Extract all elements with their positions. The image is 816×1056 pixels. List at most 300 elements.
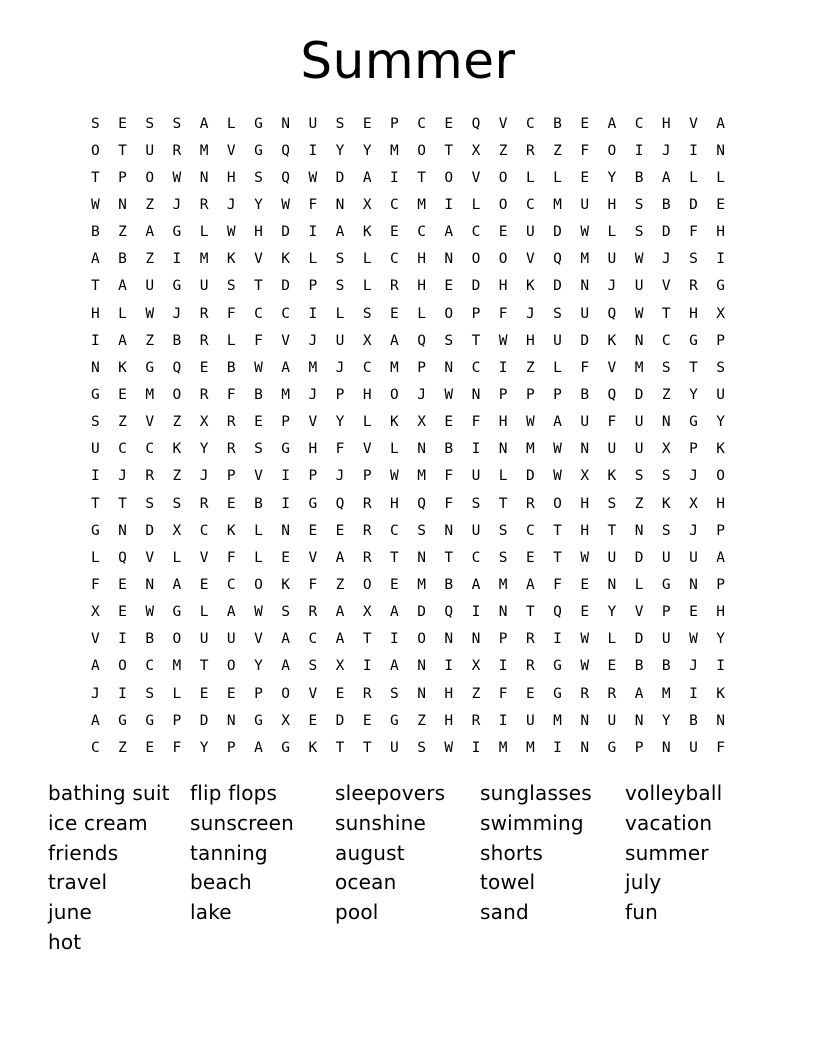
grid-letter: S bbox=[634, 468, 644, 485]
grid-letter: I bbox=[471, 441, 481, 458]
grid-letter: N bbox=[417, 685, 426, 702]
grid-letter: G bbox=[118, 712, 127, 729]
grid-letter: I bbox=[172, 251, 182, 268]
grid-letter: K bbox=[661, 495, 671, 512]
grid-letter: E bbox=[254, 414, 263, 431]
grid-letter: A bbox=[362, 169, 372, 186]
grid-letter: P bbox=[716, 332, 726, 349]
grid-letter: O bbox=[444, 305, 454, 322]
grid-letter: Y bbox=[607, 169, 617, 186]
grid-letter: Z bbox=[118, 739, 127, 756]
grid-letter: L bbox=[199, 224, 209, 241]
grid-letter: H bbox=[689, 305, 698, 322]
grid-letter: X bbox=[471, 658, 481, 675]
grid-letter: G bbox=[254, 712, 263, 729]
word-list-item: volleyball bbox=[625, 781, 723, 805]
grid-letter: L bbox=[199, 604, 209, 621]
grid-letter: N bbox=[661, 739, 671, 756]
grid-letter: E bbox=[498, 224, 508, 241]
grid-letter: K bbox=[281, 251, 291, 268]
grid-letter: B bbox=[444, 576, 454, 593]
grid-letter: T bbox=[118, 142, 127, 159]
grid-letter: R bbox=[525, 658, 535, 675]
grid-letter: Q bbox=[471, 115, 481, 132]
grid-letter: O bbox=[417, 142, 426, 159]
grid-letter: S bbox=[634, 224, 644, 241]
grid-letter: I bbox=[634, 142, 644, 159]
grid-letter: T bbox=[254, 278, 263, 295]
word-search-grid bbox=[82, 110, 735, 761]
grid-letter: L bbox=[498, 468, 508, 485]
grid-letter: I bbox=[553, 739, 562, 756]
grid-letter: F bbox=[580, 142, 590, 159]
grid-row bbox=[82, 137, 735, 164]
grid-letter: O bbox=[390, 386, 399, 403]
grid-letter: I bbox=[90, 332, 100, 349]
word-list-column bbox=[335, 779, 445, 928]
grid-letter: S bbox=[335, 115, 345, 132]
grid-letter: Q bbox=[553, 604, 562, 621]
grid-letter: J bbox=[661, 142, 671, 159]
grid-letter: H bbox=[254, 224, 263, 241]
grid-letter: U bbox=[634, 441, 644, 458]
word-list-item: sleepovers bbox=[335, 781, 446, 805]
grid-letter: F bbox=[444, 468, 454, 485]
grid-letter: N bbox=[471, 631, 481, 648]
grid-letter: X bbox=[362, 332, 372, 349]
grid-letter: Z bbox=[145, 196, 155, 213]
word-list-item: ocean bbox=[335, 870, 397, 895]
grid-letter: Y bbox=[661, 712, 671, 729]
grid-letter: S bbox=[716, 359, 726, 376]
grid-letter: M bbox=[553, 196, 562, 213]
grid-letter: R bbox=[308, 604, 318, 621]
grid-letter: A bbox=[335, 631, 345, 648]
grid-letter: K bbox=[172, 441, 182, 458]
grid-letter: C bbox=[471, 359, 481, 376]
grid-letter: M bbox=[498, 576, 508, 593]
grid-letter: G bbox=[90, 386, 100, 403]
grid-letter: P bbox=[716, 522, 726, 539]
grid-letter: C bbox=[254, 305, 263, 322]
grid-letter: Q bbox=[281, 142, 291, 159]
grid-row bbox=[82, 599, 735, 626]
grid-letter: W bbox=[281, 196, 291, 213]
grid-letter: V bbox=[254, 468, 263, 485]
grid-letter: O bbox=[145, 169, 155, 186]
grid-letter: G bbox=[716, 278, 726, 295]
grid-letter: S bbox=[471, 495, 481, 512]
grid-letter: U bbox=[553, 332, 562, 349]
grid-letter: W bbox=[689, 631, 698, 648]
grid-letter: J bbox=[308, 332, 318, 349]
grid-letter: Y bbox=[335, 414, 345, 431]
grid-letter: E bbox=[689, 604, 698, 621]
grid-letter: Z bbox=[525, 359, 535, 376]
grid-letter: H bbox=[362, 386, 372, 403]
grid-letter: E bbox=[444, 278, 454, 295]
grid-letter: T bbox=[498, 495, 508, 512]
grid-letter: R bbox=[471, 712, 481, 729]
grid-letter: O bbox=[498, 196, 508, 213]
grid-letter: F bbox=[444, 495, 454, 512]
grid-letter: Q bbox=[417, 332, 426, 349]
grid-letter: G bbox=[390, 712, 399, 729]
grid-letter: A bbox=[118, 278, 127, 295]
grid-letter: C bbox=[145, 658, 155, 675]
grid-letter: W bbox=[254, 604, 263, 621]
grid-letter: F bbox=[716, 739, 726, 756]
grid-letter: U bbox=[471, 522, 481, 539]
grid-letter: N bbox=[417, 549, 426, 566]
grid-letter: V bbox=[634, 604, 644, 621]
grid-row bbox=[82, 653, 735, 680]
grid-letter: C bbox=[417, 115, 426, 132]
grid-letter: L bbox=[335, 305, 345, 322]
grid-letter: G bbox=[145, 712, 155, 729]
grid-letter: N bbox=[580, 712, 590, 729]
grid-letter: N bbox=[498, 441, 508, 458]
grid-letter: H bbox=[661, 115, 671, 132]
grid-letter: J bbox=[335, 359, 345, 376]
grid-letter: F bbox=[498, 685, 508, 702]
grid-letter: W bbox=[90, 196, 100, 213]
grid-letter: C bbox=[525, 522, 535, 539]
grid-letter: Q bbox=[172, 359, 182, 376]
grid-letter: T bbox=[417, 169, 426, 186]
grid-letter: F bbox=[580, 359, 590, 376]
grid-letter: O bbox=[362, 576, 372, 593]
grid-letter: A bbox=[634, 685, 644, 702]
grid-letter: N bbox=[444, 631, 454, 648]
grid-letter: M bbox=[172, 658, 182, 675]
grid-letter: W bbox=[308, 169, 318, 186]
grid-letter: E bbox=[390, 576, 399, 593]
grid-letter: P bbox=[634, 739, 644, 756]
grid-letter: J bbox=[199, 468, 209, 485]
grid-letter: U bbox=[525, 712, 535, 729]
grid-letter: A bbox=[716, 549, 726, 566]
grid-letter: D bbox=[281, 278, 291, 295]
grid-letter: L bbox=[226, 115, 236, 132]
grid-letter: R bbox=[172, 142, 182, 159]
grid-letter: H bbox=[417, 251, 426, 268]
grid-letter: B bbox=[661, 196, 671, 213]
grid-letter: W bbox=[444, 386, 454, 403]
grid-letter: F bbox=[308, 576, 318, 593]
word-list-item: july bbox=[625, 870, 662, 895]
grid-letter: R bbox=[362, 685, 372, 702]
grid-letter: V bbox=[308, 414, 318, 431]
grid-letter: V bbox=[471, 169, 481, 186]
grid-letter: A bbox=[118, 332, 127, 349]
grid-letter: X bbox=[362, 196, 372, 213]
grid-letter: N bbox=[607, 576, 617, 593]
grid-letter: N bbox=[634, 332, 644, 349]
grid-letter: E bbox=[281, 549, 291, 566]
grid-letter: N bbox=[118, 522, 127, 539]
grid-letter: T bbox=[362, 631, 372, 648]
grid-letter: E bbox=[362, 712, 372, 729]
grid-letter: N bbox=[281, 522, 291, 539]
grid-letter: Q bbox=[118, 549, 127, 566]
grid-letter: E bbox=[145, 739, 155, 756]
grid-letter: U bbox=[471, 468, 481, 485]
puzzle-title: Summer bbox=[300, 32, 516, 90]
grid-letter: C bbox=[390, 196, 399, 213]
grid-letter: S bbox=[172, 495, 182, 512]
grid-letter: P bbox=[226, 468, 236, 485]
grid-letter: A bbox=[281, 359, 291, 376]
grid-letter: E bbox=[118, 115, 127, 132]
grid-letter: R bbox=[362, 522, 372, 539]
grid-letter: L bbox=[362, 414, 372, 431]
grid-letter: D bbox=[417, 604, 426, 621]
grid-letter: U bbox=[580, 305, 590, 322]
grid-letter: U bbox=[145, 142, 155, 159]
grid-row bbox=[82, 191, 735, 218]
grid-letter: K bbox=[607, 332, 617, 349]
grid-letter: S bbox=[308, 658, 318, 675]
grid-letter: O bbox=[498, 251, 508, 268]
grid-letter: G bbox=[172, 604, 182, 621]
grid-letter: C bbox=[281, 305, 291, 322]
grid-letter: W bbox=[226, 224, 236, 241]
grid-letter: K bbox=[308, 739, 318, 756]
grid-letter: U bbox=[145, 278, 155, 295]
word-list-item: towel bbox=[480, 870, 536, 895]
grid-letter: S bbox=[498, 522, 508, 539]
grid-letter: E bbox=[335, 685, 345, 702]
word-list-item: august bbox=[335, 840, 405, 865]
grid-letter: H bbox=[716, 604, 726, 621]
grid-letter: A bbox=[471, 576, 481, 593]
word-list-item: beach bbox=[190, 870, 252, 895]
grid-letter: O bbox=[444, 169, 454, 186]
grid-letter: G bbox=[145, 359, 155, 376]
grid-letter: J bbox=[308, 386, 318, 403]
grid-letter: A bbox=[254, 739, 263, 756]
grid-letter: X bbox=[580, 468, 590, 485]
grid-letter: J bbox=[689, 658, 698, 675]
grid-letter: D bbox=[634, 549, 644, 566]
grid-letter: J bbox=[172, 305, 182, 322]
grid-letter: B bbox=[172, 332, 182, 349]
grid-letter: P bbox=[254, 685, 263, 702]
grid-letter: M bbox=[634, 359, 644, 376]
grid-letter: N bbox=[199, 169, 209, 186]
grid-letter: K bbox=[607, 468, 617, 485]
grid-letter: T bbox=[471, 332, 481, 349]
grid-letter: S bbox=[335, 278, 345, 295]
grid-letter: F bbox=[689, 224, 698, 241]
grid-letter: A bbox=[226, 604, 236, 621]
grid-letter: T bbox=[607, 522, 617, 539]
grid-letter: S bbox=[90, 414, 100, 431]
grid-letter: D bbox=[634, 631, 644, 648]
grid-letter: G bbox=[281, 441, 291, 458]
grid-letter: E bbox=[118, 386, 127, 403]
grid-letter: G bbox=[172, 224, 182, 241]
grid-letter: S bbox=[553, 305, 562, 322]
grid-letter: N bbox=[444, 522, 454, 539]
grid-letter: I bbox=[390, 631, 399, 648]
grid-letter: F bbox=[471, 414, 481, 431]
grid-letter: B bbox=[118, 251, 127, 268]
grid-letter: S bbox=[661, 468, 671, 485]
word-list-item: hot bbox=[48, 929, 82, 954]
grid-letter: M bbox=[417, 576, 426, 593]
word-list-item: summer bbox=[625, 840, 709, 865]
grid-letter: A bbox=[199, 115, 209, 132]
grid-letter: M bbox=[553, 712, 562, 729]
grid-letter: A bbox=[553, 414, 562, 431]
grid-letter: C bbox=[145, 441, 155, 458]
grid-letter: P bbox=[390, 115, 399, 132]
grid-letter: T bbox=[553, 522, 562, 539]
grid-letter: I bbox=[716, 251, 726, 268]
grid-letter: R bbox=[390, 278, 399, 295]
word-list-item: tanning bbox=[190, 840, 268, 865]
grid-letter: G bbox=[553, 685, 562, 702]
grid-letter: S bbox=[634, 196, 644, 213]
grid-row bbox=[82, 381, 735, 408]
grid-letter: I bbox=[390, 169, 399, 186]
grid-letter: I bbox=[498, 712, 508, 729]
grid-letter: W bbox=[525, 414, 535, 431]
grid-letter: N bbox=[498, 604, 508, 621]
grid-letter: P bbox=[471, 305, 481, 322]
grid-letter: D bbox=[281, 224, 291, 241]
grid-letter: J bbox=[525, 305, 535, 322]
grid-row bbox=[82, 544, 735, 571]
word-list-item: shorts bbox=[480, 840, 544, 865]
grid-letter: C bbox=[90, 739, 100, 756]
grid-letter: Z bbox=[634, 495, 644, 512]
grid-letter: H bbox=[308, 441, 318, 458]
grid-letter: K bbox=[716, 685, 726, 702]
grid-letter: U bbox=[607, 251, 617, 268]
grid-letter: W bbox=[553, 468, 562, 485]
grid-letter: H bbox=[498, 278, 508, 295]
grid-letter: E bbox=[118, 604, 127, 621]
grid-letter: I bbox=[553, 631, 562, 648]
grid-row bbox=[82, 246, 735, 273]
grid-letter: P bbox=[498, 386, 508, 403]
grid-letter: A bbox=[716, 115, 726, 132]
grid-letter: Q bbox=[281, 169, 291, 186]
grid-letter: U bbox=[689, 739, 698, 756]
grid-letter: T bbox=[199, 658, 209, 675]
grid-letter: V bbox=[661, 278, 671, 295]
grid-letter: I bbox=[444, 658, 454, 675]
grid-row bbox=[82, 517, 735, 544]
grid-letter: Z bbox=[118, 414, 127, 431]
grid-letter: F bbox=[90, 576, 100, 593]
grid-letter: S bbox=[417, 739, 426, 756]
grid-letter: F bbox=[553, 576, 562, 593]
grid-letter: N bbox=[634, 712, 644, 729]
grid-letter: N bbox=[580, 441, 590, 458]
grid-letter: S bbox=[335, 251, 345, 268]
grid-letter: J bbox=[661, 251, 671, 268]
word-list-column bbox=[625, 779, 722, 928]
grid-letter: J bbox=[689, 468, 698, 485]
grid-letter: F bbox=[607, 414, 617, 431]
grid-letter: L bbox=[90, 549, 100, 566]
grid-letter: J bbox=[226, 196, 236, 213]
grid-letter: N bbox=[226, 712, 236, 729]
grid-letter: T bbox=[335, 739, 345, 756]
grid-letter: M bbox=[281, 386, 291, 403]
grid-letter: G bbox=[254, 142, 263, 159]
grid-letter: B bbox=[580, 386, 590, 403]
grid-letter: I bbox=[281, 495, 291, 512]
grid-letter: C bbox=[525, 196, 535, 213]
grid-letter: V bbox=[308, 549, 318, 566]
grid-letter: P bbox=[335, 386, 345, 403]
grid-letter: F bbox=[335, 441, 345, 458]
grid-letter: U bbox=[199, 278, 209, 295]
grid-letter: Y bbox=[254, 658, 263, 675]
grid-letter: Y bbox=[335, 142, 345, 159]
grid-letter: V bbox=[689, 115, 698, 132]
grid-letter: R bbox=[199, 305, 209, 322]
grid-letter: I bbox=[281, 468, 291, 485]
grid-letter: A bbox=[145, 224, 155, 241]
grid-letter: T bbox=[390, 549, 399, 566]
grid-letter: W bbox=[634, 251, 644, 268]
grid-letter: W bbox=[580, 631, 590, 648]
grid-letter: F bbox=[172, 739, 182, 756]
grid-letter: Z bbox=[118, 224, 127, 241]
grid-letter: R bbox=[580, 685, 590, 702]
grid-letter: B bbox=[689, 712, 698, 729]
grid-letter: A bbox=[335, 604, 345, 621]
grid-row bbox=[82, 571, 735, 598]
grid-letter: L bbox=[254, 522, 263, 539]
grid-letter: L bbox=[716, 169, 726, 186]
grid-letter: V bbox=[362, 441, 372, 458]
grid-letter: H bbox=[607, 196, 617, 213]
grid-letter: D bbox=[634, 386, 644, 403]
grid-letter: Q bbox=[607, 386, 617, 403]
grid-letter: E bbox=[525, 685, 535, 702]
word-list-item: friends bbox=[48, 840, 119, 865]
grid-letter: A bbox=[90, 712, 100, 729]
grid-letter: D bbox=[553, 278, 562, 295]
grid-letter: C bbox=[226, 576, 236, 593]
grid-letter: L bbox=[525, 169, 535, 186]
grid-letter: R bbox=[525, 495, 535, 512]
grid-letter: B bbox=[90, 224, 100, 241]
grid-letter: L bbox=[634, 576, 644, 593]
grid-letter: L bbox=[553, 169, 562, 186]
grid-letter: Y bbox=[254, 196, 263, 213]
grid-letter: W bbox=[553, 441, 562, 458]
grid-letter: N bbox=[417, 441, 426, 458]
grid-letter: H bbox=[580, 522, 590, 539]
grid-letter: U bbox=[335, 332, 345, 349]
word-list bbox=[0, 779, 816, 979]
grid-letter: U bbox=[634, 414, 644, 431]
grid-letter: I bbox=[471, 739, 481, 756]
grid-letter: U bbox=[580, 196, 590, 213]
grid-letter: L bbox=[362, 251, 372, 268]
grid-letter: A bbox=[661, 169, 671, 186]
grid-letter: E bbox=[199, 576, 209, 593]
grid-letter: U bbox=[390, 739, 399, 756]
